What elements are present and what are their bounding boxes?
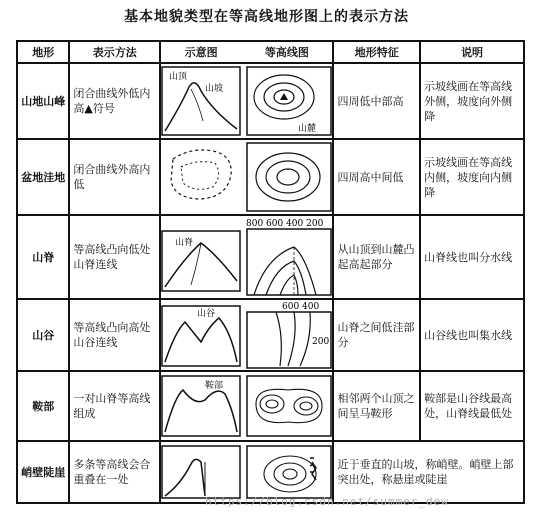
basin-diagram xyxy=(161,141,241,213)
ridge-diagram xyxy=(161,221,241,293)
cell-method: 闭合曲线外低内高▲符号 xyxy=(69,63,160,139)
label-valley: 山谷 xyxy=(197,309,216,319)
cell-method: 一对山脊等高线组成 xyxy=(69,371,160,441)
page-title: 基本地貌类型在等高线地形图上的表示方法 xyxy=(124,9,409,25)
basin-contour xyxy=(246,141,332,213)
contour-value-low: 200 xyxy=(312,337,330,347)
header-diagram: 示意图 xyxy=(184,45,218,59)
cell-feature: 四周高中间低 xyxy=(333,139,420,215)
cell-figures xyxy=(160,139,333,215)
cell-landform: 盆地洼地 xyxy=(17,139,69,215)
cell-figures xyxy=(160,63,333,139)
cell-feature: 山脊之间低洼部分 xyxy=(333,299,420,371)
landform-table xyxy=(16,40,525,504)
cell-note: 山谷线也叫集水线 xyxy=(420,299,524,371)
cell-note: 山脊线也叫分水线 xyxy=(420,215,524,299)
cliff-diagram xyxy=(161,444,241,500)
header-contour: 等高线图 xyxy=(264,45,309,59)
cell-method: 闭合曲线外高内低 xyxy=(69,139,160,215)
header-note: 说明 xyxy=(420,41,524,63)
cell-feature: 四周低中部高 xyxy=(333,63,420,139)
ridge-contour xyxy=(246,217,332,297)
cell-method: 等高线凸向高处山谷连线 xyxy=(69,299,160,371)
cell-note: 示坡线画在等高线内侧，坡度向内侧降 xyxy=(420,139,524,215)
table-row xyxy=(17,63,524,139)
header-figures xyxy=(160,41,333,63)
header-landform: 地形 xyxy=(17,41,69,63)
mountain-contour xyxy=(246,65,332,137)
label-ridge: 山脊 xyxy=(175,238,194,248)
table-row xyxy=(17,215,524,299)
table-header-row xyxy=(17,41,524,63)
valley-contour xyxy=(246,300,332,370)
label-foot: 山麓 xyxy=(298,124,317,134)
watermark: https://blog.csdn.net/summer_dew xyxy=(205,495,449,508)
saddle-contour xyxy=(246,374,332,438)
cell-landform: 山地山峰 xyxy=(17,63,69,139)
header-method: 表示方法 xyxy=(69,41,160,63)
label-summit: 山顶 xyxy=(169,72,188,82)
cell-landform: 鞍部 xyxy=(17,371,69,441)
header-feature: 地形特征 xyxy=(333,41,420,63)
cell-figures xyxy=(160,299,333,371)
cell-figures xyxy=(160,371,333,441)
label-slope: 山坡 xyxy=(205,84,224,94)
cell-method: 多条等高线会合重叠在一处 xyxy=(69,441,160,503)
mountain-diagram xyxy=(161,65,241,137)
label-saddle: 鞍部 xyxy=(205,381,224,391)
saddle-diagram xyxy=(161,374,241,438)
table-row xyxy=(17,371,524,441)
cliff-contour xyxy=(246,444,332,500)
cell-landform: 山脊 xyxy=(17,215,69,299)
cell-figures xyxy=(160,215,333,299)
table-row xyxy=(17,441,524,503)
cell-figures xyxy=(160,441,333,503)
contour-values-top: 600 400 xyxy=(282,302,320,312)
valley-diagram xyxy=(161,302,241,368)
cell-note: 鞍部是山谷线最高处，山脊线最低处 xyxy=(420,371,524,441)
cell-feature: 相邻两个山顶之间呈马鞍形 xyxy=(333,371,420,441)
cell-method: 等高线凸向低处山脊连线 xyxy=(69,215,160,299)
summit-triangle-icon xyxy=(280,93,288,100)
table-row xyxy=(17,139,524,215)
cell-note: 示坡线画在等高线外侧，坡度向外侧降 xyxy=(420,63,524,139)
cell-feature: 近于垂直的山坡，称峭壁。峭壁上部突出处，称悬崖或陡崖 xyxy=(333,441,524,503)
contour-values: 800 600 400 200 xyxy=(246,219,324,229)
table-row xyxy=(17,299,524,371)
cell-feature: 从山顶到山麓凸起高起部分 xyxy=(333,215,420,299)
cell-landform: 峭壁陡崖 xyxy=(17,441,69,503)
cell-landform: 山谷 xyxy=(17,299,69,371)
